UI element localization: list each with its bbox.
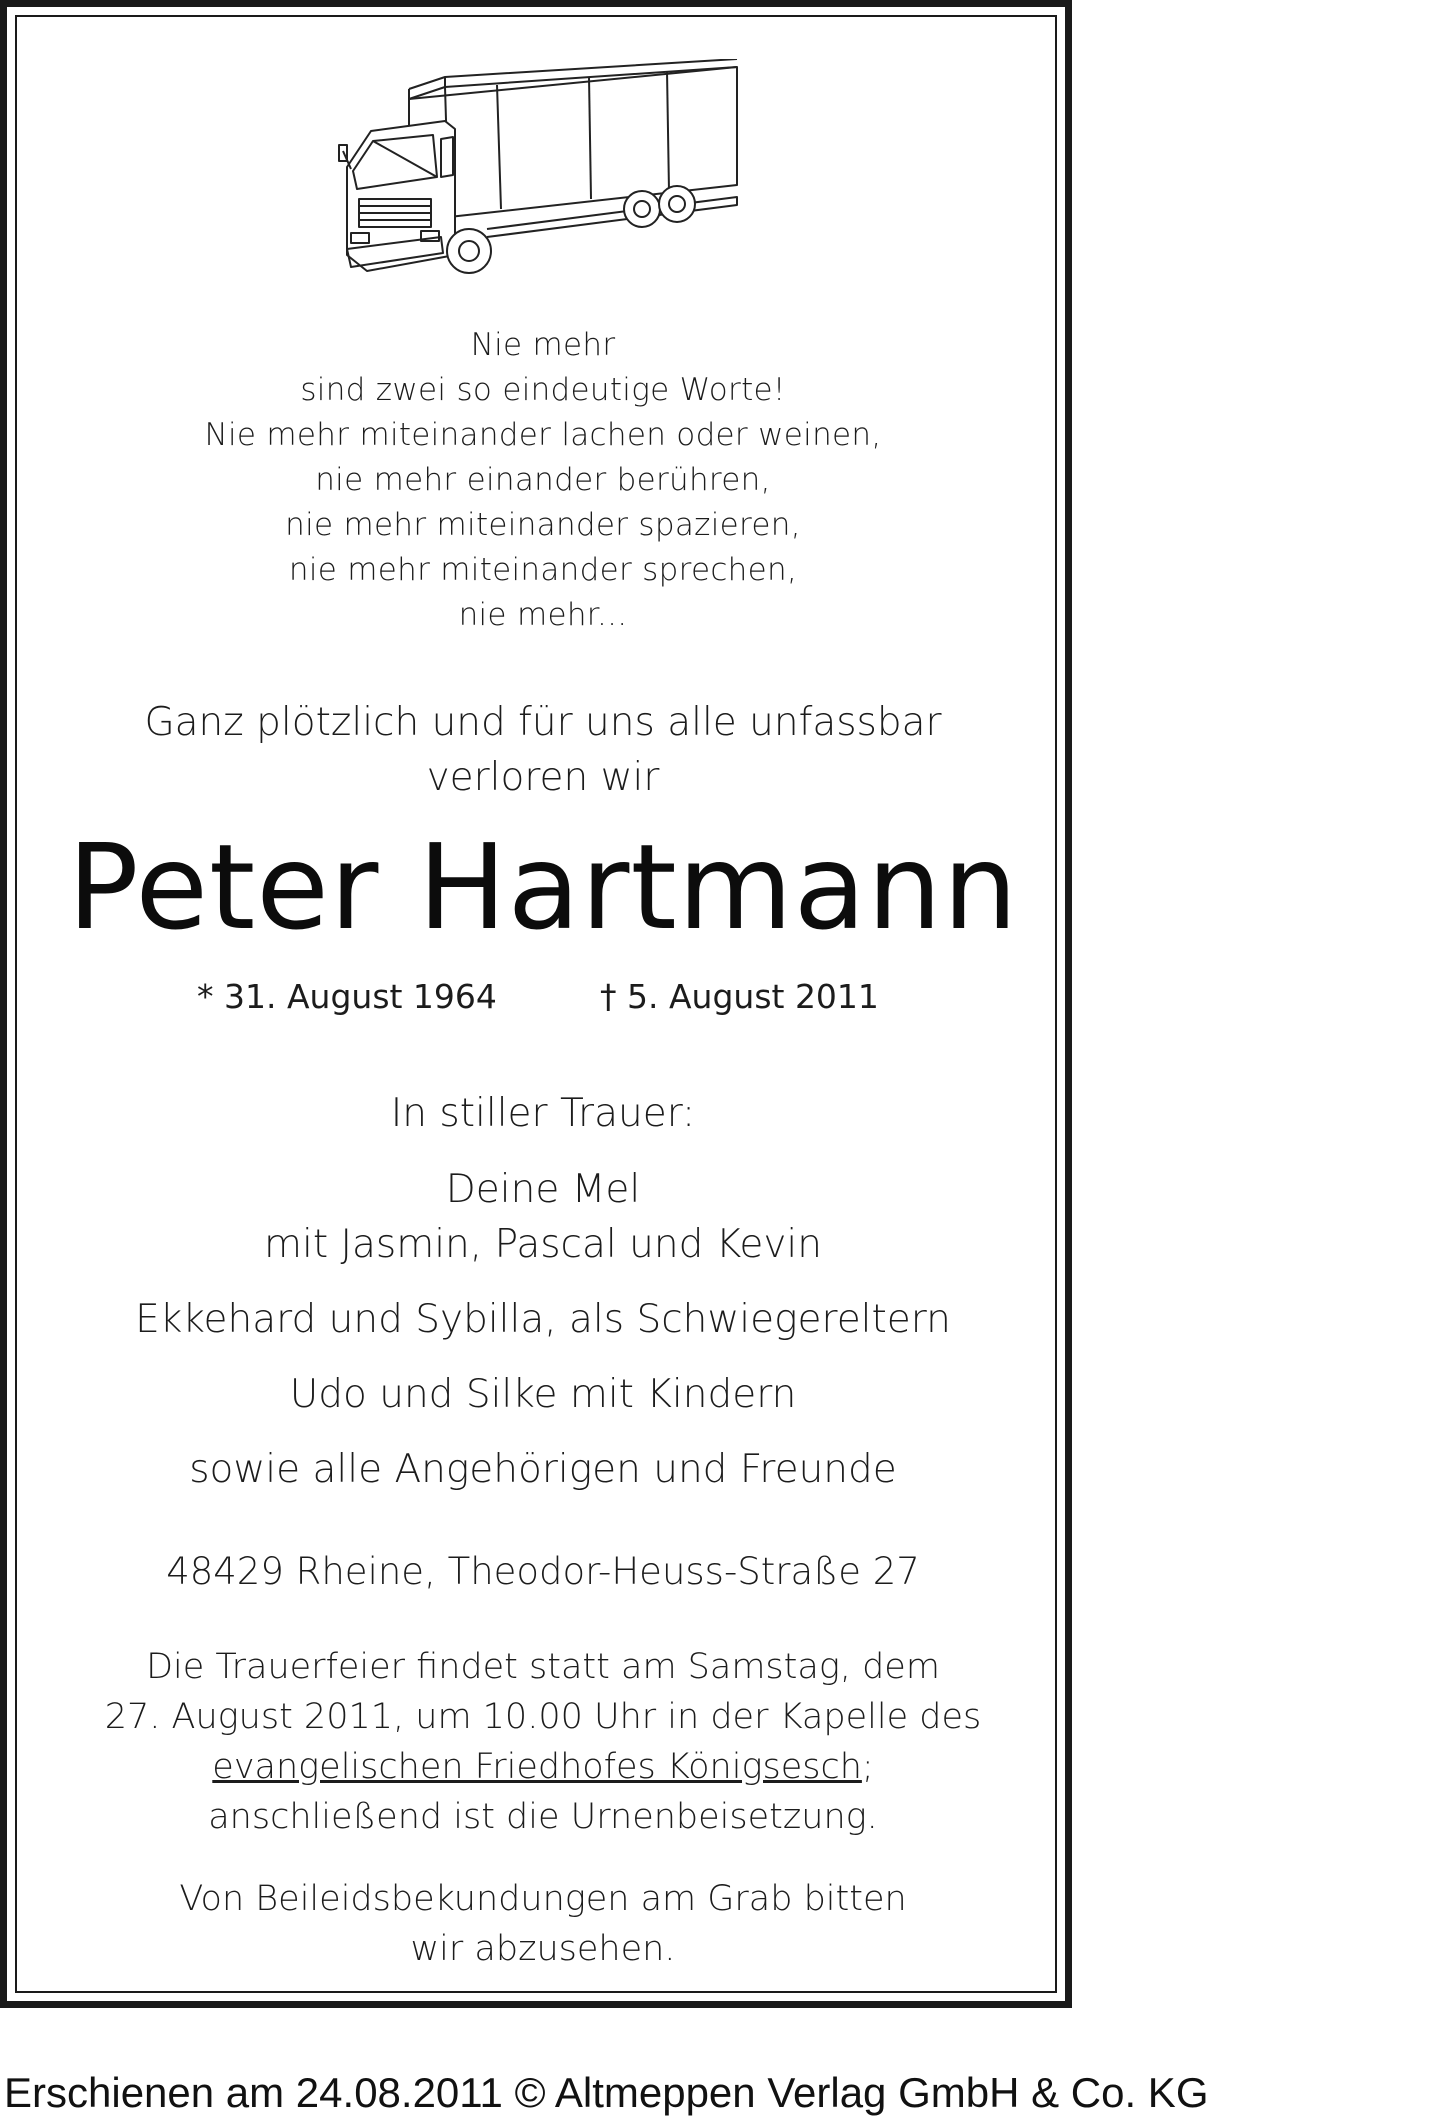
intro-text (7, 695, 1079, 805)
mourner-line: Ekkehard und Sybilla, als Schwiegereltern (135, 1297, 951, 1342)
intro-line: Ganz plötzlich und für uns alle unfassbar (144, 700, 942, 745)
poem-line: nie mehr... (458, 597, 628, 633)
deceased-name: Peter Hartmann (67, 818, 1019, 956)
ceremony-info (7, 1642, 1079, 1842)
condolence-line: Von Beileidsbekundungen am Grab bitten (179, 1879, 907, 1919)
poem-line: nie mehr miteinander spazieren, (285, 507, 801, 543)
poem-line: Nie mehr (470, 327, 616, 363)
ceremony-line: anschließend ist die Urnenbeisetzung. (208, 1797, 878, 1837)
mourner-line: Udo und Silke mit Kindern (289, 1372, 797, 1417)
poem-line: Nie mehr miteinander lachen oder weinen, (204, 417, 882, 453)
ceremony-line (7, 1742, 1079, 1792)
mourner-line: mit Jasmin, Pascal und Kevin (264, 1222, 822, 1267)
publication-footer: Erschienen am 24.08.2011 © Altmeppen Verlag GmbH & Co. KG (4, 2069, 1209, 2116)
poem-line: nie mehr einander berühren, (315, 462, 771, 498)
poem (7, 323, 1079, 638)
truck-icon (337, 59, 757, 289)
ceremony-punct: ; (861, 1747, 874, 1787)
death-date: † 5. August 2011 (600, 977, 879, 1016)
mourners-list (7, 1162, 1079, 1497)
poem-line: sind zwei so eindeutige Worte! (300, 372, 786, 408)
address: 48429 Rheine, Theodor-Heuss-Straße 27 (166, 1550, 920, 1593)
condolence-line: wir abzusehen. (410, 1929, 676, 1969)
mourner-line: sowie alle Angehörigen und Freunde (189, 1447, 897, 1492)
intro-line: verloren wir (426, 755, 660, 800)
mourner-line: Deine Mel (445, 1167, 641, 1212)
ceremony-line: 27. August 2011, um 10.00 Uhr in der Kapelle des (104, 1697, 982, 1737)
birth-date: * 31. August 1964 (197, 977, 497, 1016)
ceremony-line: Die Trauerfeier findet statt am Samstag, dem (146, 1647, 940, 1687)
condolence-note (7, 1874, 1079, 1974)
cemetery-name: evangelischen Friedhofes Königsesch (212, 1747, 862, 1787)
poem-line: nie mehr miteinander sprechen, (288, 552, 798, 588)
mourning-title: In stiller Trauer: (390, 1091, 696, 1136)
